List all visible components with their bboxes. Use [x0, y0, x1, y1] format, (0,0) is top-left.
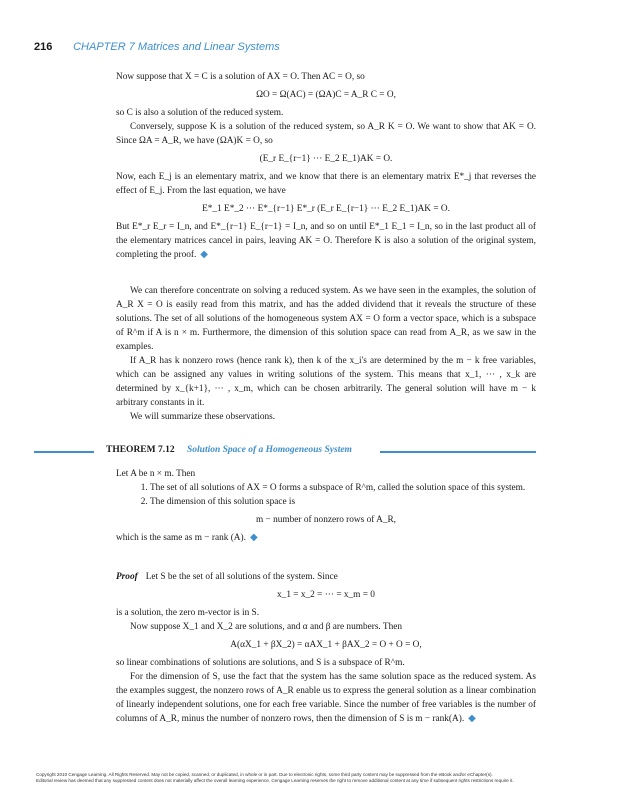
page-number: 216	[34, 41, 53, 53]
equation: ΩO = Ω(AC) = (ΩA)C = A_R C = O,	[256, 90, 396, 100]
paragraph: Now suppose that X = C is a solution of AX = O. Then AC = O, so	[116, 72, 365, 82]
paragraph: is a solution, the zero m-vector is in S.	[116, 608, 260, 618]
theorem-item-1: 1. The set of all solutions of AX = O forms a subspace of R^m, called the solution space of this system.	[150, 481, 536, 495]
paragraph: so C is also a solution of the reduced system.	[116, 108, 284, 118]
proof-paragraph	[116, 570, 536, 584]
paragraph-text: But E*_r E_r = I_n, and E*_{r−1} E_{r−1} = I_n, and so on until E*_1 E_1 = I_n, so in the last product all of the elementary matrices cancel in pairs, leaving AK = O. Therefore K is also a solution of the original system, completing the proof.	[116, 222, 536, 260]
equation: A(αX_1 + βX_2) = αAX_1 + βAX_2 = O + O = O,	[230, 640, 422, 650]
paragraph-text: For the dimension of S, use the fact that the system has the same solution space as the reduced system. As the examples suggest, the nonzero rows of A_R enable us to express the general solution as a linear combination of linearly independent solutions, one for each free variable. Since the number of free variables is the number of columns of A_R, minus the number of nonzero rows, then the dimension of S is m − rank(A).	[116, 672, 536, 724]
proof-section	[116, 570, 536, 726]
paragraph	[116, 670, 536, 726]
equation: E*_1 E*_2 ··· E*_{r−1} E*_r (E_r E_{r−1} ··· E_2 E_1)AK = O.	[202, 204, 450, 214]
paragraph: Conversely, suppose K is a solution of the reduced system, so A_R K = O. We want to show that AK = O. Since ΩA = A_R, we have (ΩA)K = O, so	[116, 122, 536, 146]
equation: x_1 = x_2 = ··· = x_m = 0	[277, 590, 375, 600]
theorem-body	[116, 467, 536, 545]
footer-line-2: Editorial review has deemed that any suppressed content does not materially affect the overall learning experience. Cengage Learning reserves the right to remove additional content at any time if subsequent rights restrictions require it.	[36, 778, 514, 783]
page-header	[34, 41, 280, 53]
theorem-list	[116, 481, 536, 509]
proof-text: Let S be the set of all solutions of the system. Since	[145, 572, 338, 582]
paragraph: so linear combinations of solutions are solutions, and S is a subspace of R^m.	[116, 658, 405, 668]
middle-section	[116, 284, 536, 424]
theorem-rule-left	[34, 451, 94, 453]
theorem-tail	[116, 531, 536, 545]
top-section	[116, 70, 536, 262]
chapter-title: CHAPTER 7 Matrices and Linear Systems	[73, 41, 280, 53]
paragraph: Now suppose X_1 and X_2 are solutions, and α and β are numbers. Then	[130, 622, 403, 632]
equation: (E_r E_{r−1} ··· E_2 E_1)AK = O.	[259, 154, 393, 164]
paragraph: If A_R has k nonzero rows (hence rank k), then k of the x_i's are determined by the m − k free variables, which can be assigned any values in writing solutions of the system. This means that x_1, ··· , x_k are determined by x_{k+1}, ··· , x_m, which can be chosen arbitrarily. The general solution will have m − k arbitrary constants in it.	[116, 356, 536, 408]
footer-line-1: Copyright 2010 Cengage Learning. All Rights Reserved. May not be copied, scanned, or duplicated, in whole or in part. Due to electronic rights, some third party content may be suppressed from the eBook and/or eChapter(s).	[36, 772, 493, 777]
diamond-icon: ◆	[200, 249, 208, 260]
theorem-rule-right	[380, 451, 536, 453]
theorem-heading	[106, 445, 352, 455]
copyright-footer	[36, 772, 596, 784]
theorem-item-2: 2. The dimension of this solution space is	[150, 495, 536, 509]
diamond-icon: ◆	[468, 713, 476, 724]
proof-label: Proof	[116, 572, 138, 582]
theorem-label: THEOREM 7.12	[106, 445, 175, 455]
diamond-icon: ◆	[249, 532, 258, 543]
theorem-title: Solution Space of a Homogeneous System	[187, 445, 352, 455]
paragraph: We can therefore concentrate on solving a reduced system. As we have seen in the examples, the solution of A_R X = O is easily read from this matrix, and has the added dividend that it reveals the structure of these solutions. The set of all solutions of the homogeneous system AX = O form a vector space, which is a subspace of R^m if A is n × m. Furthermore, the dimension of this solution space can read from A_R, as we saw in the examples.	[116, 286, 536, 352]
theorem-tail-text: which is the same as m − rank (A).	[116, 533, 246, 543]
paragraph	[116, 220, 536, 262]
theorem-equation: m − number of nonzero rows of A_R,	[255, 515, 397, 525]
theorem-banner	[34, 445, 536, 459]
theorem-intro: Let A be n × m. Then	[116, 469, 196, 479]
paragraph: We will summarize these observations.	[130, 412, 276, 422]
paragraph: Now, each E_j is an elementary matrix, and we know that there is an elementary matrix E*_j that reverses the effect of E_j. From the last equation, we have	[116, 172, 536, 196]
